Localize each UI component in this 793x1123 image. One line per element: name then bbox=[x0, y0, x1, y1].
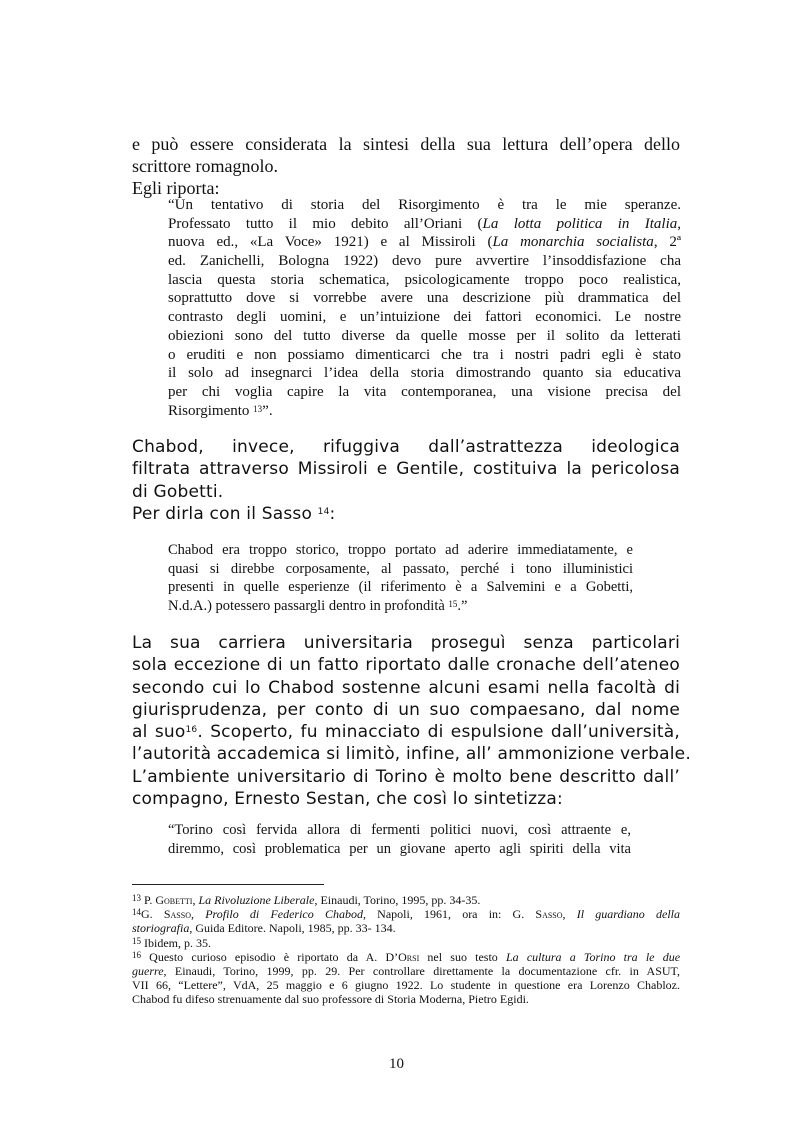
text-segment: , bbox=[192, 893, 199, 907]
text-line: contrasto degli uomini, e un’intuizione dei fattori economici. Le nostre bbox=[168, 309, 681, 326]
text-line bbox=[132, 503, 680, 525]
text-segment: nuova ed., «La Voce» 1921) e al Missiroli ( bbox=[168, 234, 493, 251]
text-segment: : bbox=[329, 503, 336, 524]
text-line: sola eccezione di un fatto riportato dalle cronache dell’ateneo bbox=[132, 655, 680, 676]
paragraph-chabod bbox=[132, 436, 680, 525]
footnote-ref: 15 bbox=[448, 598, 458, 609]
text-line: Chabod era troppo storico, troppo portato ad aderire immediatamente, e bbox=[168, 542, 633, 558]
text-segment: , Einaudi, Torino, 1999, pp. 29. Per controllare direttamente la documentazione cfr. in ASUT, bbox=[163, 963, 680, 978]
author-name: Sasso bbox=[535, 907, 563, 922]
text-segment: N.d.A.) potessero passargli dentro in profondità bbox=[168, 597, 449, 614]
text-segment: , bbox=[562, 907, 577, 922]
text-line: “Un tentativo di storia del Risorgimento è tra le mie speranze. bbox=[168, 197, 681, 213]
text-line: lascia questa storia schematica, psicologicamente troppo poco realistica, bbox=[168, 271, 681, 288]
block-quote-sasso bbox=[168, 541, 633, 615]
text-segment: . Scoperto, fu minacciato di espulsione dall’università, bbox=[197, 722, 680, 743]
page-number: 10 bbox=[389, 1056, 404, 1072]
text-segment: G. bbox=[141, 907, 164, 922]
footnote-14-cont bbox=[132, 921, 680, 935]
block-quote-gobetti bbox=[168, 196, 681, 420]
text-line: l’autorità accademica si limitò, infine, all’ ammonizione verbale. bbox=[132, 744, 691, 765]
footnote-15 bbox=[132, 936, 680, 950]
footnote-13 bbox=[132, 893, 680, 907]
text-line: o eruditi e non possiamo dimenticarci che tra i nostri padri egli è stato bbox=[168, 346, 681, 363]
text-line bbox=[168, 215, 681, 234]
text-segment: Risorgimento bbox=[168, 402, 254, 419]
text-segment: nel suo testo bbox=[419, 949, 506, 964]
book-title: Il guardiano della bbox=[576, 907, 680, 922]
text-line: Chabod, invece, rifuggiva dall’astrattezza ideologica bbox=[132, 437, 680, 457]
text-line: filtrata attraverso Missiroli e Gentile, costituiva la pericolosa bbox=[132, 459, 680, 480]
footnote-number: 14 bbox=[132, 907, 141, 918]
footnotes bbox=[132, 893, 680, 1007]
author-name: Sasso bbox=[163, 907, 191, 922]
text-line: “Torino così fervida allora di fermenti politici nuovi, così attraente e, bbox=[168, 822, 631, 838]
footnote-16-cont: VII 66, “Lettere”, VdA, 25 maggio e 6 giugno 1922. Lo studente in questione era Lorenzo Chabloz. bbox=[132, 978, 680, 993]
text-segment: al suo bbox=[132, 722, 186, 743]
text-line: L’ambiente universitario di Torino è molto bene descritto dall’ bbox=[132, 766, 680, 787]
text-line: secondo cui lo Chabod sostenne alcuni esami nella facoltà di bbox=[132, 677, 680, 698]
book-title: storiografia bbox=[132, 921, 190, 936]
footnote-number: 13 bbox=[132, 893, 141, 903]
author-name: Gobetti bbox=[155, 893, 193, 907]
text-line: il solo ad insegnarci l’idea della storia dimostrando quanto sia educativa bbox=[168, 365, 681, 382]
text-segment: , Napoli, 1961, ora in: G. bbox=[362, 907, 536, 922]
text-segment: , 2ª bbox=[653, 234, 681, 251]
text-line: di Gobetti. bbox=[132, 481, 224, 502]
text-line: compagno, Ernesto Sestan, che così lo sintetizza: bbox=[132, 789, 563, 810]
book-title: La monarchia socialista bbox=[492, 234, 654, 251]
text-line: scrittore romagnolo. bbox=[132, 156, 278, 176]
text-line bbox=[168, 402, 681, 421]
text-line: Egli riporta: bbox=[132, 178, 220, 198]
text-line: giurisprudenza, per conto di un suo compaesano, dal nome bbox=[132, 699, 680, 720]
footnote-separator bbox=[132, 884, 324, 885]
text-line: La sua carriera universitaria proseguì senza particolari bbox=[132, 633, 680, 653]
text-line: diremmo, così problematica per un giovane aperto agli spiriti della vita bbox=[168, 841, 631, 857]
text-line bbox=[132, 721, 680, 743]
text-segment: , Guida Editore. Napoli, 1985, pp. 33- 134. bbox=[189, 921, 396, 936]
text-line bbox=[168, 233, 681, 252]
text-segment: .” bbox=[457, 597, 468, 614]
book-title: Profilo di Federico Chabod bbox=[205, 907, 363, 922]
footnote-16-cont bbox=[132, 964, 680, 978]
paragraph-carriera bbox=[132, 632, 691, 810]
book-title: La lotta politica in Italia bbox=[482, 215, 678, 232]
text-segment: Questo curioso episodio è riportato da A. D’ bbox=[141, 949, 399, 964]
author-name: Orsi bbox=[398, 949, 420, 964]
text-segment: , bbox=[677, 215, 681, 232]
text-segment: ”. bbox=[262, 402, 273, 419]
footnote-ref: 14 bbox=[317, 506, 330, 517]
text-segment: Ibidem, p. 35. bbox=[141, 935, 211, 950]
text-line: ed. Zanichelli, Bologna 1922) devo pure avvertire l’insoddisfazione cha bbox=[168, 253, 681, 270]
text-line: obiezioni sono del tutto diverse da quelle mosse per il solito da letterati bbox=[168, 327, 681, 344]
footnote-16-cont: Chabod fu difeso strenuamente dal suo professore di Storia Moderna, Pietro Egidi. bbox=[132, 992, 529, 1007]
text-segment: , Einaudi, Torino, 1995, pp. 34-35. bbox=[314, 893, 481, 907]
footnote-ref: 16 bbox=[185, 725, 198, 736]
book-title: guerre bbox=[132, 963, 164, 978]
book-title: La Rivoluzione Liberale bbox=[198, 893, 315, 907]
text-line: per chi voglia capire la vita contemporanea, una visione precisa del bbox=[168, 383, 681, 400]
text-line: e può essere considerata la sintesi della sua lettura dell’opera dello bbox=[132, 134, 680, 154]
text-line: soprattutto dove si vorrebbe avere una descrizione più drammatica del bbox=[168, 290, 681, 307]
footnote-16 bbox=[132, 950, 680, 964]
text-segment: P. bbox=[141, 893, 156, 907]
intro-paragraph bbox=[132, 133, 680, 199]
text-line bbox=[168, 597, 633, 616]
footnote-ref: 13 bbox=[253, 403, 263, 414]
text-segment: , bbox=[191, 907, 206, 922]
block-quote-sestan bbox=[168, 821, 631, 859]
text-segment: Per dirla con il Sasso bbox=[132, 503, 318, 524]
footnote-14 bbox=[132, 907, 680, 921]
footnote-number: 15 bbox=[132, 935, 141, 946]
book-title: La cultura a Torino tra le due bbox=[506, 949, 680, 964]
text-segment: Professato tutto il mio debito all’Oriani ( bbox=[168, 215, 483, 232]
text-line: presenti in quelle esperienze (il riferimento è a Salvemini e a Gobetti, bbox=[168, 579, 633, 595]
footnote-number: 16 bbox=[132, 949, 141, 960]
text-line: quasi si direbbe corposamente, al passato, perché i tono illuministici bbox=[168, 560, 633, 577]
